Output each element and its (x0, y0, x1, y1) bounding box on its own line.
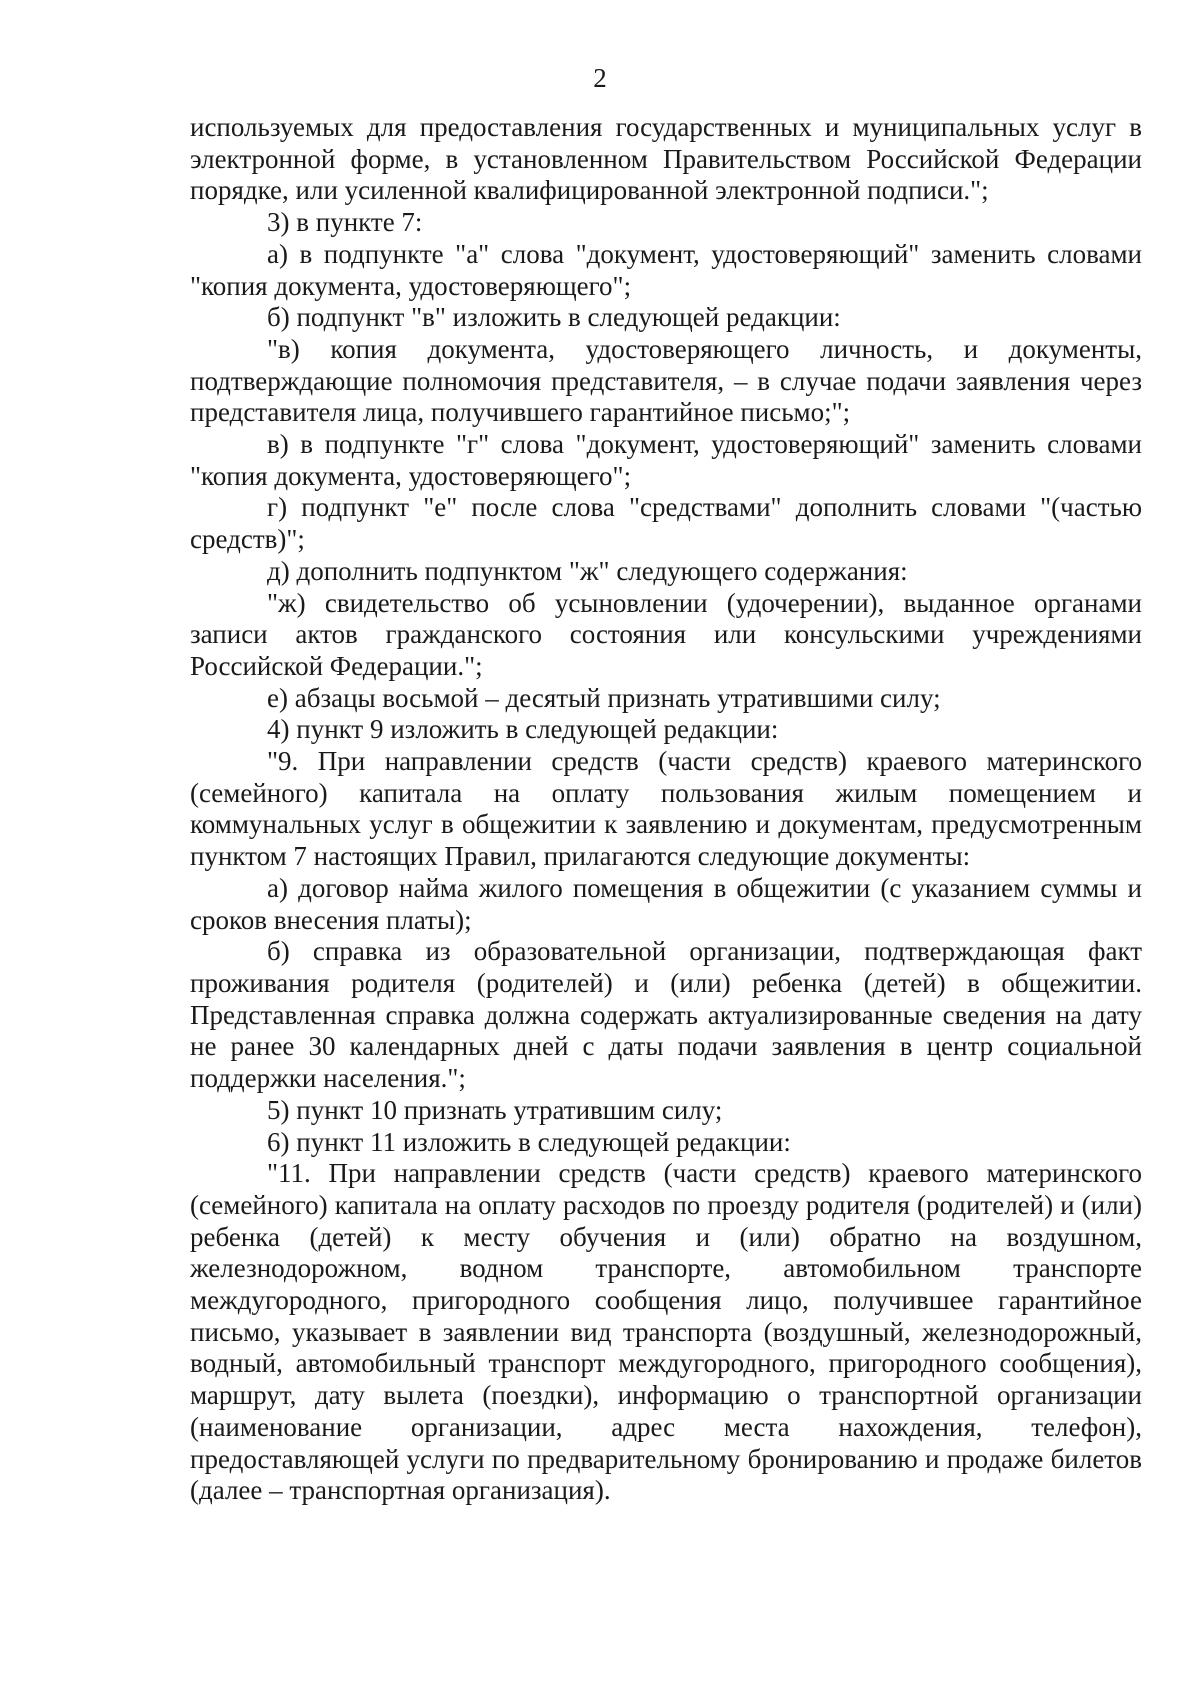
document-body (190, 112, 1142, 1507)
paragraph: 3) в пункте 7: (267, 207, 423, 238)
paragraph: 5) пункт 10 признать утратившим силу; (267, 1094, 723, 1125)
paragraph: б) подпункт "в" изложить в следующей редакции: (267, 302, 841, 333)
page-number: 2 (593, 63, 607, 93)
paragraph: "11. При направлении средств (части средств) краевого материнского (семейного) капитала на оплату расходов по проезду родителя (родителей) и (или) ребенка (детей) к месту обучения и (или) обратно на воздушном, железнодорожном, водном транспорте, автомобильном транспорте междугородного, пригородного сообщения лицо, получившее гарантийное письмо, указывает в заявлении вид транспорта (воздушный, железнодорожный, водный, автомобильный транспорт междугородного, пригородного сообщения), маршрут, дату вылета (поездки), информацию о транспортной организации (наименование организации, адрес места нахождения, телефон), предоставляющей услуги по предварительному бронированию и продаже билетов (далее – транспортная организация). (190, 1158, 1142, 1506)
paragraph: г) подпункт "е" после слова "средствами" дополнить словами "(частью средств)"; (190, 492, 1142, 555)
paragraph: б) справка из образовательной организации, подтверждающая факт проживания родителя (родителей) и (или) ребенка (детей) в общежитии. Представленная справка должна содержать актуализированные сведения на дату не ранее 30 календарных дней с даты подачи заявления в центр социальной поддержки населения."; (190, 936, 1142, 1094)
paragraph: а) в подпункте "а" слова "документ, удостоверяющий" заменить словами "копия документа, удостоверяющего"; (190, 238, 1142, 301)
paragraph: в) в подпункте "г" слова "документ, удостоверяющий" заменить словами "копия документа, удостоверяющего"; (190, 429, 1142, 491)
paragraph: д) дополнить подпунктом "ж" следующего содержания: (267, 555, 908, 586)
paragraph: 6) пункт 11 изложить в следующей редакции: (267, 1126, 791, 1157)
paragraph: а) договор найма жилого помещения в общежитии (с указанием суммы и сроков внесения платы); (190, 872, 1142, 935)
paragraph: "в) копия документа, удостоверяющего личность, и документы, подтверждающие полномочия представителя, – в случае подачи заявления через представителя лица, получившего гарантийное письмо;"; (190, 333, 1142, 428)
paragraph: "9. При направлении средств (части средств) краевого материнского (семейного) капитала на оплату пользования жилым помещением и коммунальных услуг в общежитии к заявлению и документам, предусмотренным пунктом 7 настоящих Правил, прилагаются следующие документы: (190, 746, 1142, 872)
paragraph: 4) пункт 9 изложить в следующей редакции: (267, 714, 779, 745)
paragraph: "ж) свидетельство об усыновлении (удочерении), выданное органами записи актов гражданского состояния или консульскими учреждениями Российской Федерации."; (190, 587, 1142, 681)
paragraph: е) абзацы восьмой – десятый признать утратившими силу; (267, 682, 941, 713)
paragraph: используемых для предоставления государственных и муниципальных услуг в электронной форме, в установленном Правительством Российской Федерации порядке, или усиленной квалифицированной электронной подписи."; (190, 112, 1142, 206)
